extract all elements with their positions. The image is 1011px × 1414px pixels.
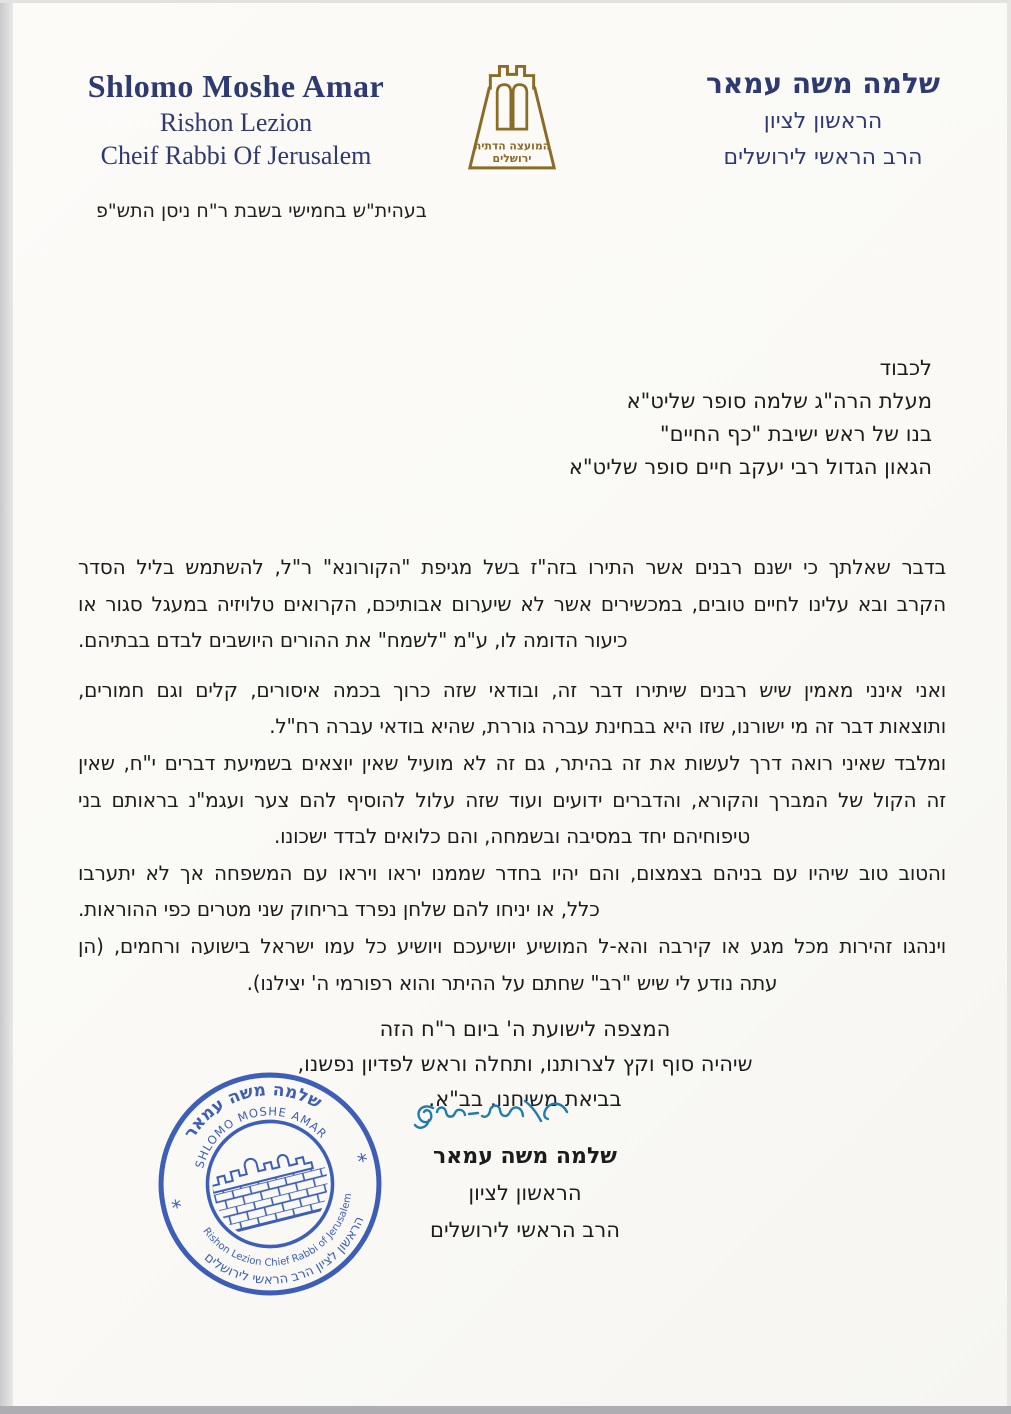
body-line: בדבר שאלתך כי ישנם רבנים אשר התירו בזה"ז בשל מגיפת "הקורונא" ר"ל, להשתמש בליל הסדר [78,555,946,579]
letterhead-english-name: Shlomo Moshe Amar [87,68,385,104]
signoff-line: הרב הראשי לירושלים [430,1218,620,1242]
body-line: ומלבד שאיני רואה דרך לעשות את זה בהיתר, גם זה לא מועיל שאין יוצאים בשמיעת דברים י"ח, שאין [78,750,946,775]
body-line: ותוצאות דבר זה מי ישורנו, שזו היא בבחינת עברה גוררת, שהיא בודאי עברה רח"ל. [269,714,946,739]
body-line: כיעור הדומה לו, ע"מ "לשמח" את ההורים היושבים לבדם בבתיהם. [78,628,628,653]
body-line: זה הקול של המברך והקורא, והדברים ידועים ועוד שזה עלול להוסיף להם צער ועגמ"נ בראותם בני [78,787,946,812]
closing-line: בביאת משיחנו, בב"א. [428,1087,622,1111]
addressee-line: מעלת הרה"ג שלמה סופר שליט"א [626,389,932,413]
signoff-line: שלמה משה עמאר [433,1144,617,1169]
stamp-hebrew-top-text: שלמה משה עמאר [180,1080,325,1143]
scan-edge-bottom [0,1406,1011,1414]
letterhead-hebrew-title2: הרב הראשי לירושלים [723,145,923,170]
stamp-western-wall-art [205,1141,337,1234]
scan-edge-right [1007,0,1011,1414]
letterhead-english [40,66,432,172]
letterhead-hebrew-title1: הראשון לציון [763,109,883,134]
date-line: בעהית"ש בחמישי בשבת ר"ח ניסן התש"פ [96,200,427,222]
signoff-line: הראשון לציון [468,1181,582,1205]
body-line: כלל, או יניחו להם שלחן נפרד בריחוק שני מטרים כפי ההוראות. [78,897,600,922]
paragraph-1 [78,549,946,659]
closing-line: שיהיה סוף וקץ לצרותנו, ותחלה וראש לפדיון נפשנו, [297,1052,753,1076]
body-line: הקרב ובא עלינו לחיים טובים, במכשירים אשר לא שיערום אבותיכם, הקרואים טלויזיה במעגל סגור או [78,591,946,616]
body-line: וינהגו זהירות מכל מגע או קירבה והא-ל המושיע יושיעכם ויושיע כל עמו ישראל בישועה ורחמים, (הן [78,933,946,958]
closing-line: המצפה לישועת ה' ביום ר"ח הזה [379,1017,671,1041]
paragraph-2 [78,672,946,1001]
stamp-english-top-text: SHLOMO MOSHE AMAR [192,1104,331,1170]
stamp-hebrew-bottom-text: הראשון לציון הרב הראשי לירושלים [201,1214,368,1288]
scan-edge-left [0,0,13,1414]
stamp-separator-right: * [355,1148,371,1174]
addressee-line: לכבוד [879,356,932,380]
emblem-council-text: המועצה הדתית [473,139,551,153]
addressee-block [372,352,932,484]
body-line: ואני אינני מאמין שיש רבנים שיתירו דבר זה, ובודאי שזה כרוך בכמה איסורים, קלים וגם חמורים, [78,677,946,702]
letter-body [78,549,946,1014]
letterhead-hebrew-name: שלמה משה עמאר [705,67,941,100]
letterhead-english-title1: Rishon Lezion [159,108,313,137]
letterhead-english-title2: Cheif Rabbi Of Jerusalem [100,141,372,170]
body-line: טיפוחיהם יחד במסיבה ובשמחה, והם כלואים לבדד ישכונו. [273,824,751,849]
scan-edge-top [0,0,1011,3]
body-line: עתה נודע לי שיש "רב" שחתם על ההיתר והוא רפורמי ה' יצילנו). [246,970,778,995]
addressee-line: בנו של ראש ישיבת "כף החיים" [659,422,932,446]
body-line: והטוב טוב שיהיו עם בניהם בצמצום, והם יהיו בחדר שממנו יראו ויראו עם המשפחה אך לא יתערבו [78,860,946,885]
signoff-block [360,1138,690,1249]
religious-council-emblem-icon [455,58,569,190]
stamp-english-bottom-text: Rishon Lezion Chief Rabbi of Jerusalem [200,1192,355,1269]
addressee-line: הגאון הגדול רבי יעקב חיים סופר שליט"א [568,455,932,479]
letterhead-hebrew [683,64,963,176]
emblem-city-text: ירושלים [492,152,532,166]
stamp-separator-left: * [169,1194,185,1221]
